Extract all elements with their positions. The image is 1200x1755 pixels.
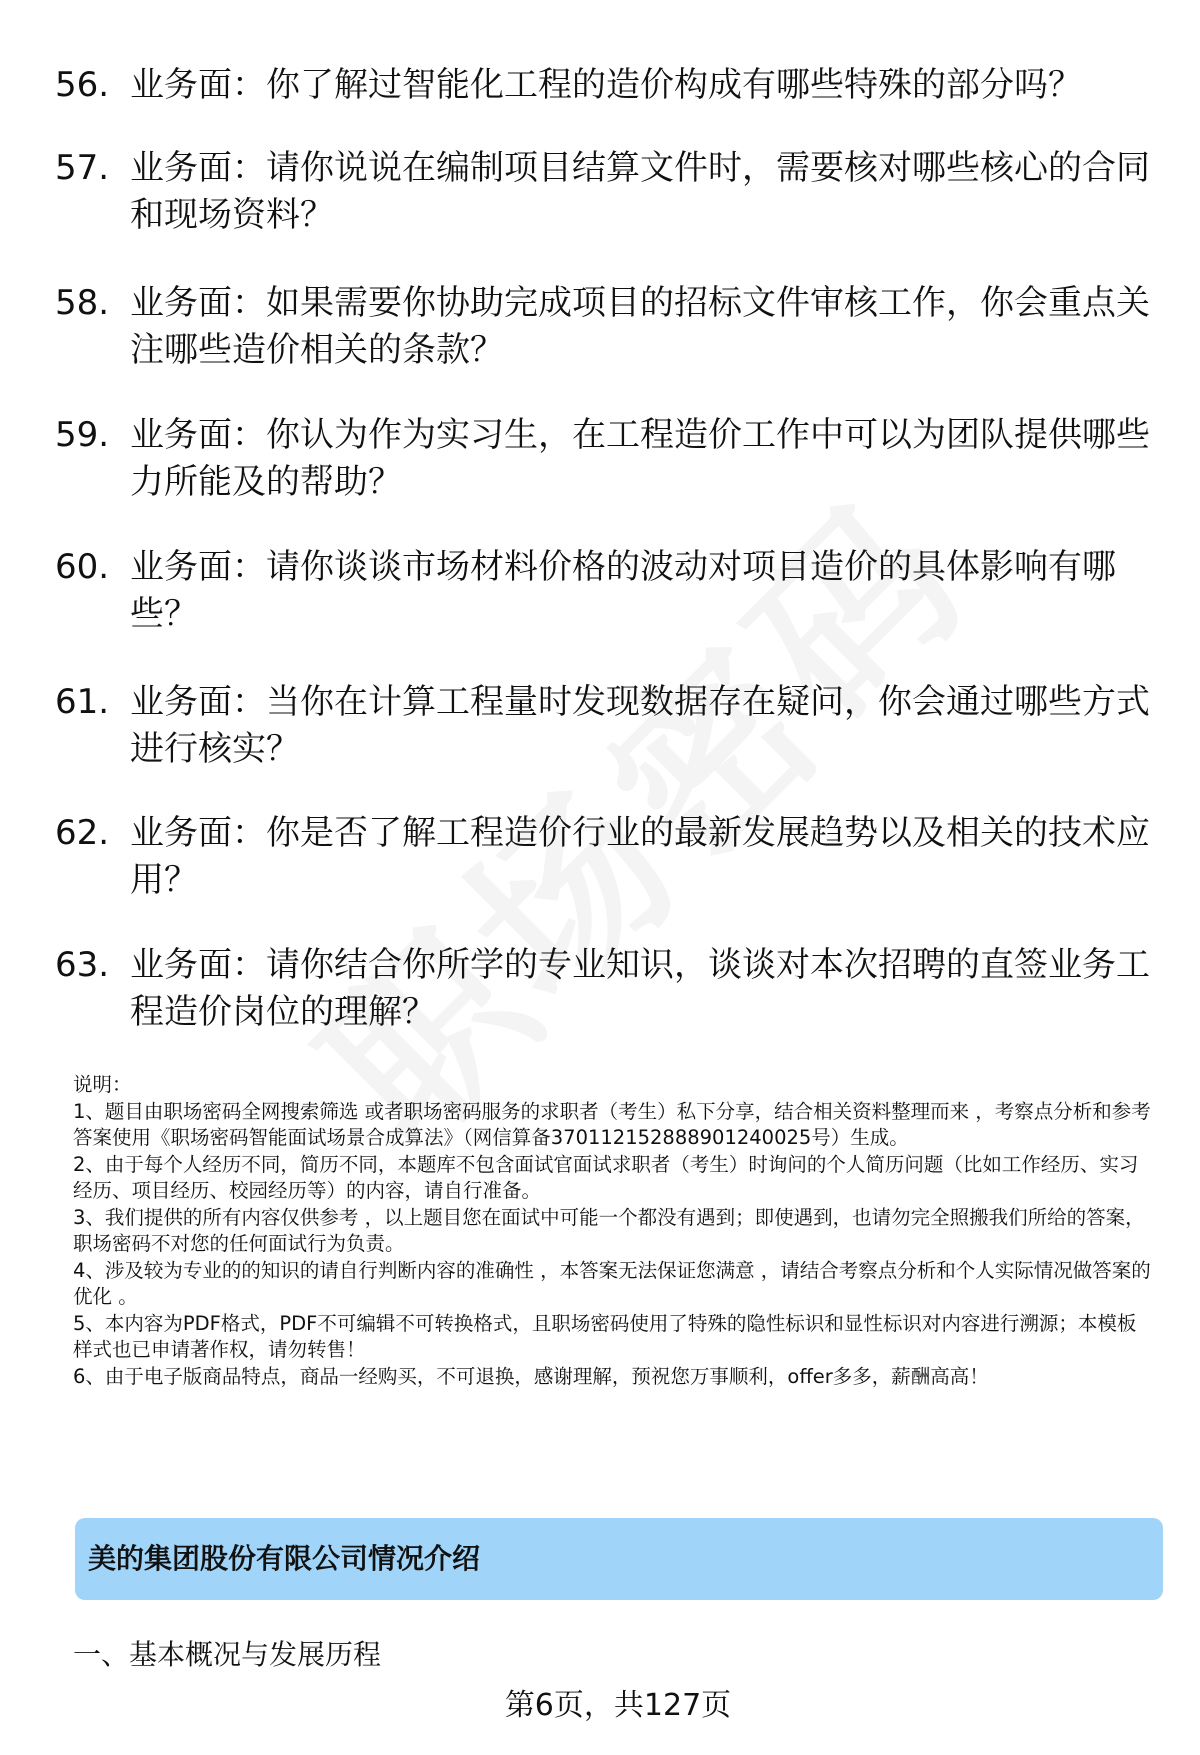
question-item xyxy=(55,145,1165,239)
question-item xyxy=(55,679,1165,773)
question-item xyxy=(55,62,1165,109)
page-number: 第6页，共127页 xyxy=(504,1688,732,1723)
question-text: 业务面：请你说说在编制项目结算文件时，需要核对哪些核心的合同和现场资料？ xyxy=(130,148,1150,235)
notes-heading: 说明： xyxy=(73,1073,132,1096)
question-text: 业务面：如果需要你协助完成项目的招标文件审核工作，你会重点关注哪些造价相关的条款？ xyxy=(130,283,1150,370)
note-item: 1、题目由职场密码全网搜索筛选 或者职场密码服务的求职者（考生）私下分享，结合相关资料整理而来 ，考察点分析和参考答案使用《职场密码智能面试场景合成算法》（网信算备370112152888901240025号）生成。 xyxy=(73,1099,1151,1149)
question-text: 业务面：你认为作为实习生，在工程造价工作中可以为团队提供哪些力所能及的帮助？ xyxy=(130,415,1150,502)
note-item: 5、本内容为PDF格式，PDF不可编辑不可转换格式，且职场密码使用了特殊的隐性标识和显性标识对内容进行溯源；本模板样式也已申请著作权，请勿转售！ xyxy=(73,1311,1137,1361)
note-item: 6、由于电子版商品特点，商品一经购买，不可退换，感谢理解，预祝您万事顺利，offer多多，薪酬高高！ xyxy=(73,1364,989,1388)
question-number: 56. xyxy=(55,65,110,105)
question-text: 业务面：请你结合你所学的专业知识，谈谈对本次招聘的直签业务工程造价岗位的理解？ xyxy=(130,945,1150,1032)
question-number: 58. xyxy=(55,283,110,323)
question-number: 61. xyxy=(55,682,110,722)
question-item xyxy=(55,412,1165,506)
question-item xyxy=(55,544,1165,638)
question-text: 业务面：你是否了解工程造价行业的最新发展趋势以及相关的技术应用？ xyxy=(130,813,1150,900)
question-item xyxy=(55,810,1165,904)
note-item: 2、由于每个人经历不同，简历不同，本题库不包含面试官面试求职者（考生）时询问的个人简历问题（比如工作经历、实习经历、项目经历、校园经历等）的内容，请自行准备。 xyxy=(73,1152,1139,1202)
question-number: 59. xyxy=(55,415,110,455)
question-item xyxy=(55,942,1165,1036)
question-text: 业务面：当你在计算工程量时发现数据存在疑问，你会通过哪些方式进行核实？ xyxy=(130,682,1150,769)
note-item: 3、我们提供的所有内容仅供参考 ，以上题目您在面试中可能一个都没有遇到；即使遇到，也请勿完全照搬我们所给的答案，职场密码不对您的任何面试行为负责。 xyxy=(73,1205,1145,1255)
subheading: 一、基本概况与发展历程 xyxy=(73,1638,382,1671)
question-item xyxy=(55,280,1165,374)
question-number: 62. xyxy=(55,813,110,853)
question-number: 63. xyxy=(55,945,110,985)
note-item: 4、涉及较为专业的的知识的请自行判断内容的准确性 ，本答案无法保证您满意 ，请结合考察点分析和个人实际情况做答案的优化 。 xyxy=(73,1258,1151,1308)
section-header-box xyxy=(75,1518,1163,1600)
question-number: 57. xyxy=(55,148,110,188)
question-text: 业务面：请你谈谈市场材料价格的波动对项目造价的具体影响有哪些？ xyxy=(130,547,1116,634)
question-number: 60. xyxy=(55,547,110,587)
notes-block xyxy=(73,1072,1153,1390)
section-title: 美的集团股份有限公司情况介绍 xyxy=(88,1542,481,1575)
question-text: 业务面：你了解过智能化工程的造价构成有哪些特殊的部分吗？ xyxy=(130,65,1082,105)
